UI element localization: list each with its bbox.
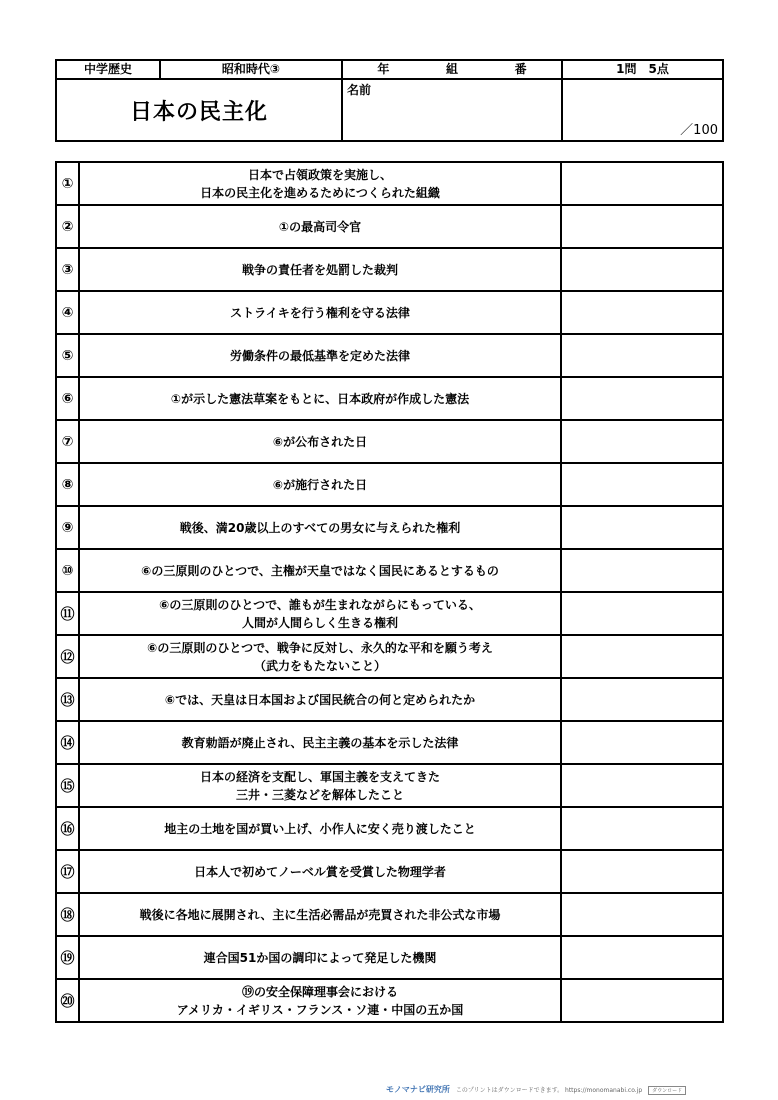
answer-cell[interactable] <box>561 807 723 850</box>
question-row <box>56 377 723 420</box>
question-number: ⑩ <box>56 549 79 592</box>
answer-cell[interactable] <box>561 764 723 807</box>
answer-cell[interactable] <box>561 334 723 377</box>
question-text: 教育勅語が廃止され、民主主義の基本を示した法律 <box>79 721 561 764</box>
question-number: ⑪ <box>56 592 79 635</box>
question-row <box>56 420 723 463</box>
answer-cell[interactable] <box>561 678 723 721</box>
question-row <box>56 248 723 291</box>
answer-cell[interactable] <box>561 721 723 764</box>
question-number: ⑲ <box>56 936 79 979</box>
question-number: ⑯ <box>56 807 79 850</box>
unit: 昭和時代③ <box>221 62 281 76</box>
footer-logo: モノマナビ研究所 <box>386 1085 450 1094</box>
question-number: ⑧ <box>56 463 79 506</box>
question-text: 戦後、満20歳以上のすべての男女に与えられた権利 <box>79 506 561 549</box>
question-number: ⑨ <box>56 506 79 549</box>
subject: 中学歴史 <box>83 62 132 76</box>
question-text: 日本の経済を支配し、軍国主義を支えてきた 三井・三菱などを解体したこと <box>79 764 561 807</box>
answer-cell[interactable] <box>561 377 723 420</box>
answer-cell[interactable] <box>561 850 723 893</box>
question-row <box>56 721 723 764</box>
question-row <box>56 764 723 807</box>
question-number: ⑳ <box>56 979 79 1022</box>
answer-cell[interactable] <box>561 979 723 1022</box>
answer-cell[interactable] <box>561 420 723 463</box>
question-row <box>56 205 723 248</box>
question-row <box>56 463 723 506</box>
question-number: ⑰ <box>56 850 79 893</box>
question-row <box>56 678 723 721</box>
page-title: 日本の民主化 <box>56 79 342 141</box>
question-text: ⑲の安全保障理事会における アメリカ・イギリス・フランス・ソ連・中国の五か国 <box>79 979 561 1022</box>
question-text: ⑥の三原則のひとつで、戦争に反対し、永久的な平和を願う考え （武力をもたないこと） <box>79 635 561 678</box>
points-cell <box>562 60 723 79</box>
grade-label-year: 年 <box>377 62 390 76</box>
answer-cell[interactable] <box>561 893 723 936</box>
question-table <box>55 161 724 1023</box>
question-row <box>56 592 723 635</box>
question-row <box>56 807 723 850</box>
points: 1問 5点 <box>616 62 669 76</box>
name-field[interactable] <box>342 79 562 141</box>
subject-cell <box>56 60 160 79</box>
score-field[interactable] <box>562 79 723 141</box>
footer-badge: ダウンロード <box>648 1086 686 1095</box>
answer-cell[interactable] <box>561 291 723 334</box>
question-text: ストライキを行う権利を守る法律 <box>79 291 561 334</box>
question-text: ①が示した憲法草案をもとに、日本政府が作成した憲法 <box>79 377 561 420</box>
answer-cell[interactable] <box>561 936 723 979</box>
question-text: ⑥の三原則のひとつで、主権が天皇ではなく国民にあるとするもの <box>79 549 561 592</box>
answer-cell[interactable] <box>561 463 723 506</box>
question-row <box>56 850 723 893</box>
question-text: 地主の土地を国が買い上げ、小作人に安く売り渡したこと <box>79 807 561 850</box>
footer <box>386 1084 686 1095</box>
total-score: ／100 <box>680 123 718 138</box>
question-number: ① <box>56 162 79 205</box>
question-number: ⑤ <box>56 334 79 377</box>
question-row <box>56 893 723 936</box>
question-number: ② <box>56 205 79 248</box>
question-row <box>56 334 723 377</box>
answer-cell[interactable] <box>561 549 723 592</box>
question-text: ⑥が公布された日 <box>79 420 561 463</box>
unit-cell <box>160 60 342 79</box>
question-row <box>56 291 723 334</box>
answer-cell[interactable] <box>561 205 723 248</box>
answer-cell[interactable] <box>561 635 723 678</box>
question-text: 日本で占領政策を実施し、 日本の民主化を進めるためにつくられた組織 <box>79 162 561 205</box>
name-label: 名前 <box>347 83 372 97</box>
question-text: ⑥では、天皇は日本国および国民統合の何と定められたか <box>79 678 561 721</box>
question-text: 日本人で初めてノーベル賞を受賞した物理学者 <box>79 850 561 893</box>
question-row <box>56 979 723 1022</box>
question-row <box>56 506 723 549</box>
question-text: 戦争の責任者を処罰した裁判 <box>79 248 561 291</box>
grade-label-class: 組 <box>445 62 458 76</box>
question-number: ③ <box>56 248 79 291</box>
question-row <box>56 162 723 205</box>
question-row <box>56 549 723 592</box>
question-number: ⑥ <box>56 377 79 420</box>
question-number: ⑮ <box>56 764 79 807</box>
answer-cell[interactable] <box>561 248 723 291</box>
question-text: 戦後に各地に展開され、主に生活必需品が売買された非公式な市場 <box>79 893 561 936</box>
question-number: ⑫ <box>56 635 79 678</box>
question-text: 労働条件の最低基準を定めた法律 <box>79 334 561 377</box>
answer-cell[interactable] <box>561 506 723 549</box>
question-text: ⑥の三原則のひとつで、誰もが生まれながらにもっている、 人間が人間らしく生きる権利 <box>79 592 561 635</box>
question-text: 連合国51か国の調印によって発足した機関 <box>79 936 561 979</box>
footer-note: このプリントはダウンロードできます。 https://monomanabi.co.jp <box>455 1087 643 1094</box>
question-row <box>56 635 723 678</box>
question-number: ⑦ <box>56 420 79 463</box>
question-number: ⑭ <box>56 721 79 764</box>
answer-cell[interactable] <box>561 162 723 205</box>
grade-label-number: 番 <box>514 62 527 76</box>
question-number: ⑬ <box>56 678 79 721</box>
answer-cell[interactable] <box>561 592 723 635</box>
question-text: ⑥が施行された日 <box>79 463 561 506</box>
question-row <box>56 936 723 979</box>
question-number: ④ <box>56 291 79 334</box>
question-text: ①の最高司令官 <box>79 205 561 248</box>
question-number: ⑱ <box>56 893 79 936</box>
header-table <box>55 59 724 142</box>
grade-cell <box>342 60 562 79</box>
